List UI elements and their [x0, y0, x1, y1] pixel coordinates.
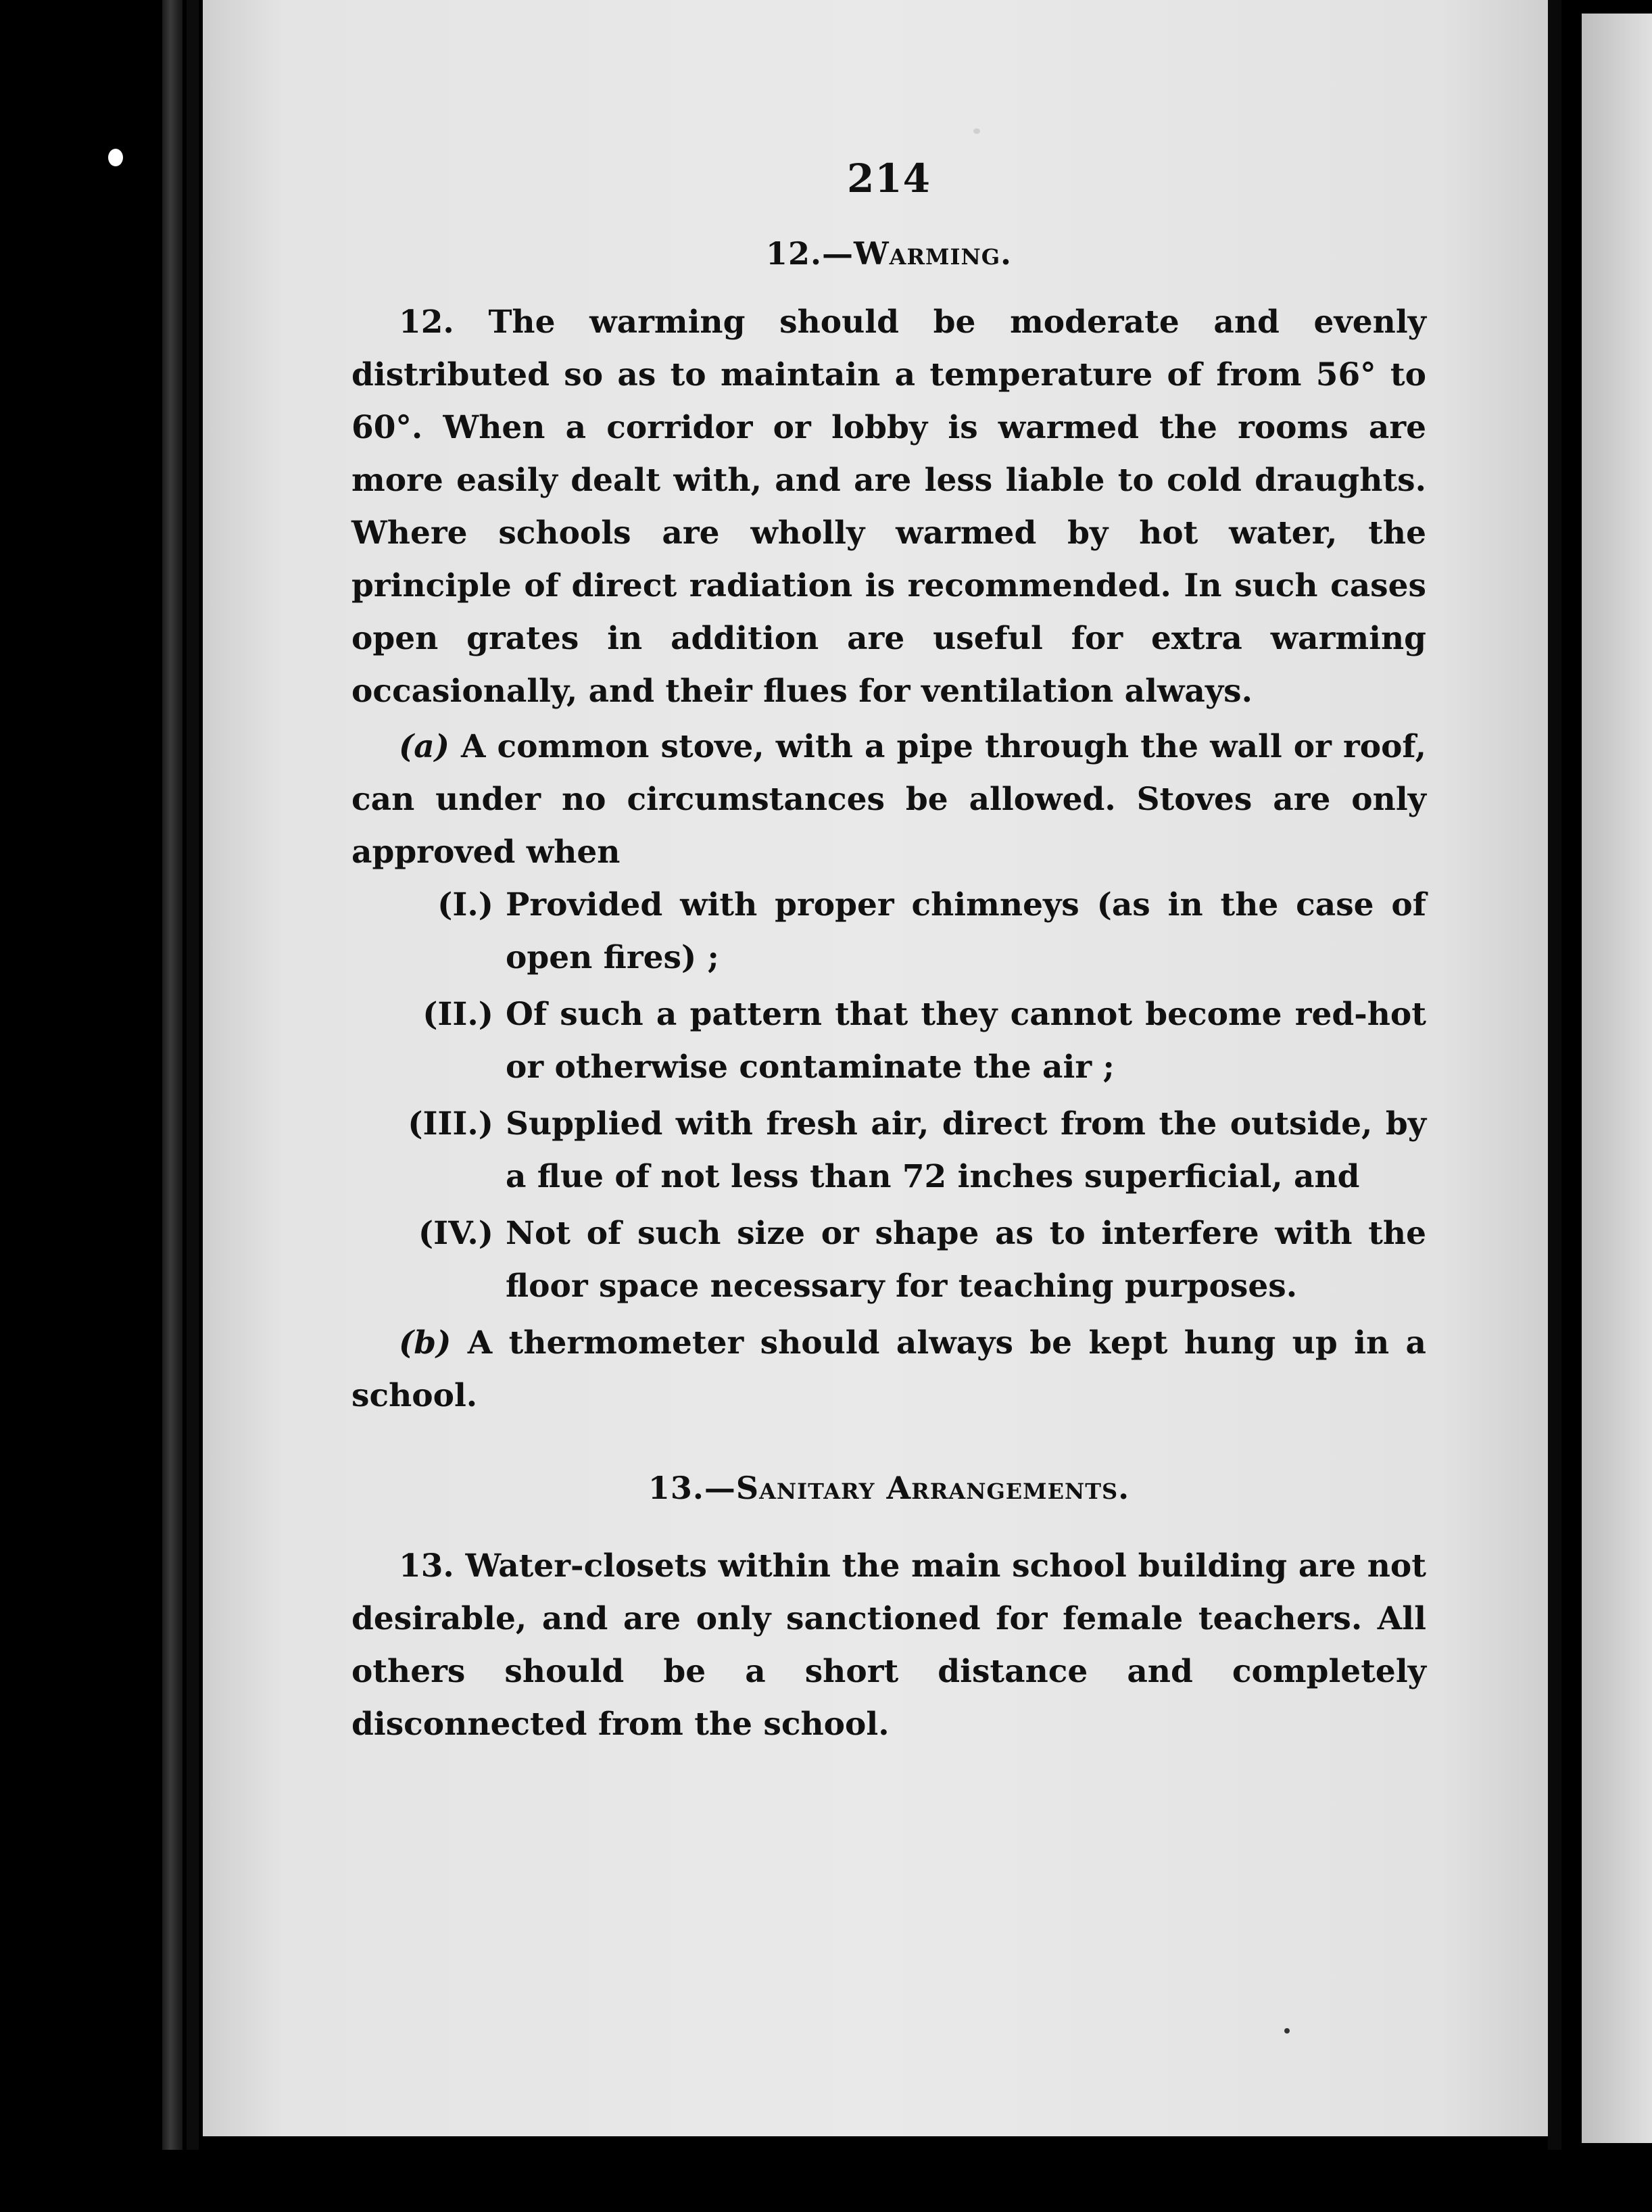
list-item-marker: (IV.) — [418, 1215, 493, 1252]
list-item-text: Of such a pattern that they cannot become red-hot or otherwise contaminate the air ; — [506, 996, 1426, 1086]
section-12-heading-number: 12.— — [765, 235, 854, 272]
subsection-b-label: (b) — [399, 1324, 452, 1362]
section-13-paragraph — [351, 1540, 1426, 1751]
book-spine — [162, 0, 183, 2150]
dust-speck — [973, 128, 980, 134]
section-13-paragraph-number: 13. — [399, 1547, 454, 1585]
page-right-edge — [1548, 0, 1561, 2150]
section-12-heading — [351, 235, 1426, 272]
section-12-paragraph-number: 12. — [399, 304, 454, 341]
subsection-a-text: A common stove, with a pipe through the wall or roof, can under no circumstances be allowed. Stoves are only approved when — [351, 728, 1426, 871]
list-item — [351, 1207, 1426, 1313]
subsection-b-text: A thermometer should always be kept hung up in a school. — [351, 1324, 1426, 1414]
list-item-marker: (III.) — [408, 1105, 493, 1143]
page-content — [351, 155, 1426, 1751]
section-12-heading-title: Warming. — [853, 235, 1013, 272]
list-item-marker: (II.) — [422, 996, 493, 1033]
list-item-text: Supplied with fresh air, direct from the outside, by a flue of not less than 72 inches superficial, and — [506, 1105, 1426, 1195]
section-13-heading-title: Sanitary Arrangements. — [735, 1470, 1130, 1506]
list-item-text: Not of such size or shape as to interfere with the floor space necessary for teaching purposes. — [506, 1215, 1426, 1305]
list-item — [351, 988, 1426, 1094]
section-13-heading-number: 13.— — [648, 1470, 736, 1506]
dust-speck — [1284, 2028, 1290, 2034]
subsection-a-label: (a) — [399, 728, 450, 765]
section-12-paragraph-text: The warming should be moderate and evenly distributed so as to maintain a temperature of from 56° to 60°. When a corridor or lobby is warmed the rooms are more easily dealt with, and are less liable to cold draughts. Where schools are wholly warmed by hot water, the principle of direct radiation is recommended. In such cases open grates in addition are useful for extra warming occasionally, and their flues for ventilation always. — [351, 304, 1426, 710]
book-spine-shadow — [187, 0, 199, 2150]
section-13-paragraph-text: Water-closets within the main school building are not desirable, and are only sanctioned for female teachers. All others should be a short distance and completely disconnected from the school. — [351, 1547, 1426, 1743]
list-item — [351, 1098, 1426, 1203]
section-12-paragraph — [351, 296, 1426, 718]
list-item — [351, 879, 1426, 984]
subsection-a — [351, 721, 1426, 879]
subsection-b — [351, 1317, 1426, 1422]
list-item-marker: (I.) — [437, 886, 493, 923]
section-13-heading — [351, 1470, 1426, 1506]
stove-conditions-list — [351, 879, 1426, 1313]
list-item-text: Provided with proper chimneys (as in the case of open fires) ; — [506, 886, 1426, 976]
dust-speck — [108, 149, 123, 166]
facing-page-edge — [1582, 14, 1652, 2143]
page-number: 214 — [846, 155, 931, 201]
